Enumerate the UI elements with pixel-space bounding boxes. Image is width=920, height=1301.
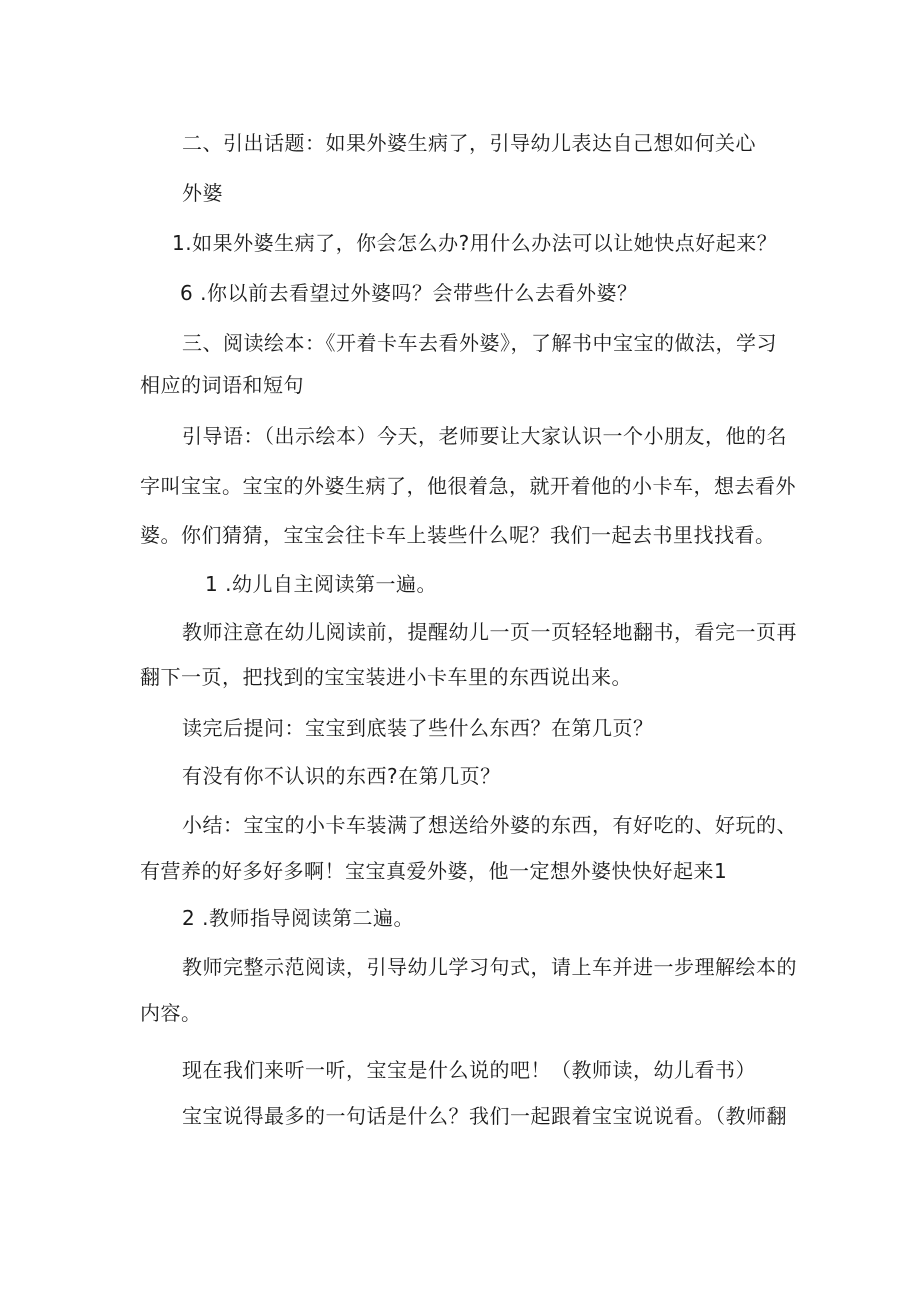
text-line-section-3-heading-cont: 相应的词语和短句	[140, 373, 304, 397]
text-line-summary-1: 小结：宝宝的小卡车装满了想送给外婆的东西，有好吃的、好玩的、	[182, 813, 797, 837]
text-line-section-3-heading: 三、阅读绘本：《开着卡车去看外婆》，了解书中宝宝的做法，学习	[182, 331, 777, 355]
text-line-intro-1: 引导语：（出示绘本）今天，老师要让大家认识一个小朋友，他的名	[182, 424, 787, 448]
text-line-repeat: 宝宝说得最多的一句话是什么？我们一起跟着宝宝说说看。（教师翻	[182, 1104, 787, 1128]
text-line-step-1: 1 .幼儿自主阅读第一遍。	[205, 572, 437, 596]
text-line-question-unknown: 有没有你不认识的东西?在第几页？	[182, 764, 501, 788]
text-line-question-6: 6 .你以前去看望过外婆吗？会带些什么去看外婆？	[180, 281, 638, 305]
text-line-step-1-detail-2: 翻下一页，把找到的宝宝装进小卡车里的东西说出来。	[140, 665, 632, 689]
text-line-intro-2: 字叫宝宝。宝宝的外婆生病了，他很着急，就开着他的小卡车，想去看外	[140, 474, 796, 498]
text-line-step-2: 2 .教师指导阅读第二遍。	[182, 906, 414, 930]
text-line-intro-3: 婆。你们猜猜，宝宝会往卡车上装些什么呢？我们一起去书里找找看。	[140, 523, 776, 547]
text-line-step-1-detail-1: 教师注意在幼儿阅读前，提醒幼儿一页一页轻轻地翻书，看完一页再	[182, 620, 797, 644]
text-line-section-2-heading: 二、引出话题：如果外婆生病了，引导幼儿表达自己想如何关心	[182, 131, 756, 155]
text-line-question-after-reading: 读完后提问：宝宝到底装了些什么东西？在第几页？	[182, 716, 654, 740]
text-line-listen: 现在我们来听一听，宝宝是什么说的吧！（教师读，幼儿看书）	[182, 1058, 756, 1082]
text-line-summary-2: 有营养的好多好多啊！宝宝真爱外婆，他一定想外婆快快好起来1	[140, 859, 728, 883]
text-line-step-2-detail-1: 教师完整示范阅读，引导幼儿学习句式，请上车并进一步理解绘本的	[182, 955, 797, 979]
text-line-question-1: 1.如果外婆生病了，你会怎么办?用什么办法可以让她快点好起来？	[172, 231, 778, 255]
text-line-section-2-heading-cont: 外婆	[182, 181, 223, 205]
text-line-step-2-detail-2: 内容。	[140, 1001, 202, 1025]
